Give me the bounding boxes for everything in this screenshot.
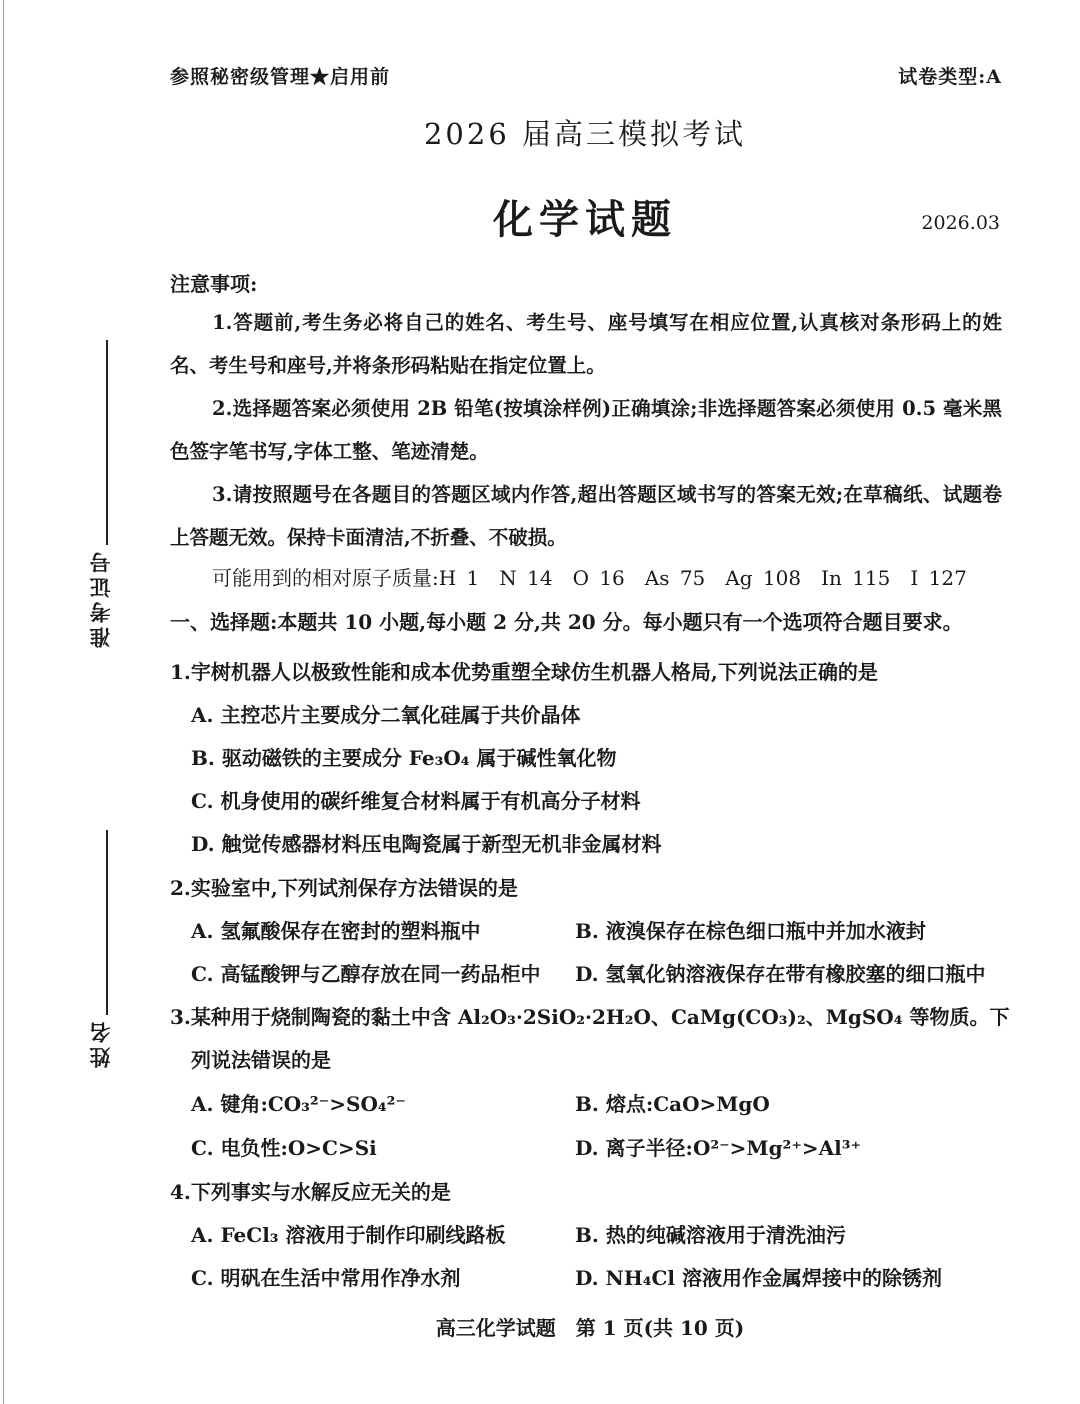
notes-list	[170, 301, 1002, 559]
question-4-stem: 4.下列事实与水解反应无关的是	[170, 1180, 451, 1204]
note-item: 1.答题前,考生务必将自己的姓名、考生号、座号填写在相应位置,认真核对条形码上的姓名、考生号和座号,并将条形码粘贴在指定位置上。	[170, 311, 1002, 377]
question-3-option-c: C. 电负性:O>C>Si	[191, 1136, 377, 1160]
question-2-option-d: D. 氢氧化钠溶液保存在带有橡胶塞的细口瓶中	[575, 962, 986, 986]
question-1-option-b: B. 驱动磁铁的主要成分 Fe₃O₄ 属于碱性氧化物	[191, 746, 617, 770]
note-item: 2.选择题答案必须使用 2B 铅笔(按填涂样例)正确填涂;非选择题答案必须使用 0.5 毫米黑色签字笔书写,字体工整、笔迹清楚。	[170, 397, 1002, 463]
question-4-option-b: B. 热的纯碱溶液用于清洗油污	[575, 1223, 846, 1247]
notes-title: 注意事项:	[170, 272, 258, 296]
note-item: 3.请按照题号在各题目的答题区域内作答,超出答题区域书写的答案无效;在草稿纸、试题卷上答题无效。保持卡面清洁,不折叠、不破损。	[170, 483, 1002, 549]
question-4-option-d: D. NH₄Cl 溶液用作金属焊接中的除锈剂	[575, 1266, 942, 1290]
exam-title: 2026 届高三模拟考试	[423, 117, 747, 151]
section-title: 一、选择题:本题共 10 小题,每小题 2 分,共 20 分。每小题只有一个选项符合题目要求。	[170, 610, 963, 634]
subject-title: 化学试题	[493, 196, 677, 243]
name-line	[106, 830, 108, 1015]
secrecy-notice: 参照秘密级管理★启用前	[170, 66, 391, 88]
exam-date: 2026.03	[921, 212, 1000, 234]
question-2-stem: 2.实验室中,下列试剂保存方法错误的是	[170, 876, 518, 900]
page-footer: 高三化学试题 第 1 页(共 10 页)	[435, 1316, 745, 1340]
question-4-option-c: C. 明矾在生活中常用作净水剂	[191, 1266, 461, 1290]
name-label: 姓名	[88, 1018, 113, 1068]
atomic-masses: 可能用到的相对原子质量:H 1 N 14 O 16 As 75 Ag 108 In 115 I 127	[212, 566, 967, 590]
question-2-option-c: C. 高锰酸钾与乙醇存放在同一药品柜中	[191, 962, 541, 986]
question-3-option-a: A. 键角:CO₃²⁻>SO₄²⁻	[191, 1092, 406, 1116]
question-3-option-d: D. 离子半径:O²⁻>Mg²⁺>Al³⁺	[575, 1136, 862, 1160]
paper-type: 试卷类型:A	[898, 66, 1002, 88]
candidate-no-label: 准考证号	[88, 548, 113, 648]
question-2-option-a: A. 氢氟酸保存在密封的塑料瓶中	[191, 919, 481, 943]
question-1-option-c: C. 机身使用的碳纤维复合材料属于有机高分子材料	[191, 789, 641, 813]
question-3-stem: 3.某种用于烧制陶瓷的黏土中含 Al₂O₃·2SiO₂·2H₂O、CaMg(CO₃)₂、MgSO₄ 等物质。下	[170, 1005, 1010, 1029]
question-1-option-a: A. 主控芯片主要成分二氧化硅属于共价晶体	[191, 703, 581, 727]
question-1-option-d: D. 触觉传感器材料压电陶瓷属于新型无机非金属材料	[191, 832, 662, 856]
candidate-no-line	[106, 340, 108, 545]
question-3-option-b: B. 熔点:CaO>MgO	[575, 1092, 770, 1116]
question-4-option-a: A. FeCl₃ 溶液用于制作印刷线路板	[191, 1223, 506, 1247]
question-3-stem-cont: 列说法错误的是	[191, 1048, 331, 1072]
question-1-stem: 1.宇树机器人以极致性能和成本优势重塑全球仿生机器人格局,下列说法正确的是	[170, 660, 878, 684]
question-2-option-b: B. 液溴保存在棕色细口瓶中并加水液封	[575, 919, 926, 943]
